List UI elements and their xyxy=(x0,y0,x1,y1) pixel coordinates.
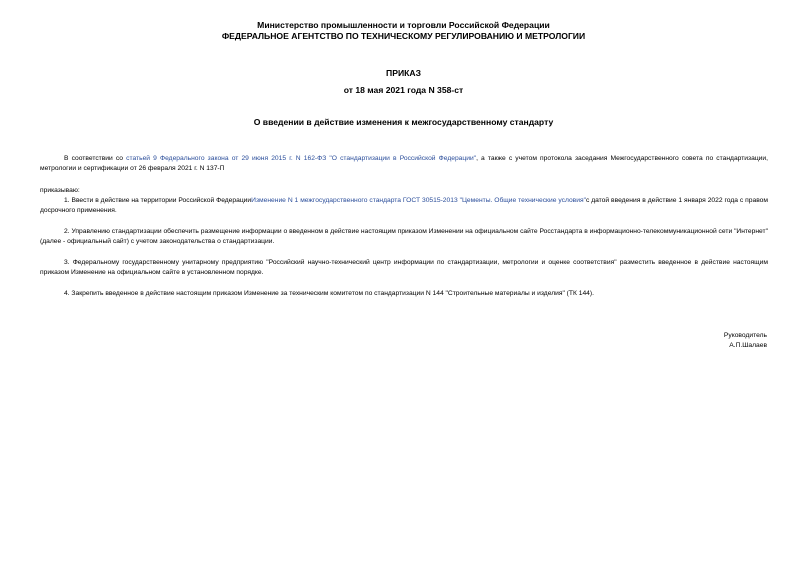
document-type: ПРИКАЗ xyxy=(386,68,421,78)
item-3: 3. Федеральному государственному унитарному предприятию "Российский научно-технический центр информации по стандартизации, метрологии и оценке соответствия" разместить введенное в действие настоящим приказом Изменение на официальном сайте в установленном порядке. xyxy=(40,259,768,277)
preamble-text-start: В соответствии со xyxy=(64,155,127,162)
item-1 xyxy=(40,196,768,217)
signatory-name: А.П.Шалаев xyxy=(729,342,767,350)
agency-name: ФЕДЕРАЛЬНОЕ АГЕНТСТВО ПО ТЕХНИЧЕСКОМУ РЕГУЛИРОВАНИЮ И МЕТРОЛОГИИ xyxy=(221,31,586,41)
federal-law-link[interactable]: статьей 9 Федерального закона от 29 июня 2015 г. N 162-ФЗ "О стандартизации в Российской Федерации" xyxy=(126,155,477,162)
order-word: приказываю: xyxy=(40,187,80,194)
signatory-position: Руководитель xyxy=(723,332,767,339)
gost-amendment-link[interactable]: Изменение N 1 межгосударственного стандарта ГОСТ 30515-2013 "Цементы. Общие технические условия" xyxy=(251,197,586,204)
document-date-number: от 18 мая 2021 года N 358-ст xyxy=(343,85,464,95)
preamble-text-end: , а также с учетом протокола заседания Межгосударственного совета по стандартизации, метрологии и сертификации от 26 февраля 2021 г. N 137-П xyxy=(40,155,768,173)
ministry-name: Министерство промышленности и торговли Российской Федерации xyxy=(257,20,550,30)
item-1-text-start: 1. Ввести в действие на территории Российской Федерации xyxy=(64,197,252,204)
item-4: 4. Закрепить введенное в действие настоящим приказом Изменение за техническим комитетом по стандартизации N 144 "Строительные материалы и изделия" (ТК 144). xyxy=(64,290,594,297)
item-1-text-end: с датой введения в действие 1 января 2022 года с правом досрочного применения. xyxy=(40,197,768,215)
signature-block xyxy=(724,331,767,352)
item-2: 2. Управлению стандартизации обеспечить размещение информации о введенном в действие настоящим приказом Изменении на официальном сайте Росстандарта в информационно-телекоммуникационной сети "Интернет" (далее - официальный сайт) с учетом законодательства о стандартизации. xyxy=(40,228,768,246)
document-title: О введении в действие изменения к межгосударственному стандарту xyxy=(253,117,554,127)
preamble-paragraph xyxy=(40,154,768,175)
